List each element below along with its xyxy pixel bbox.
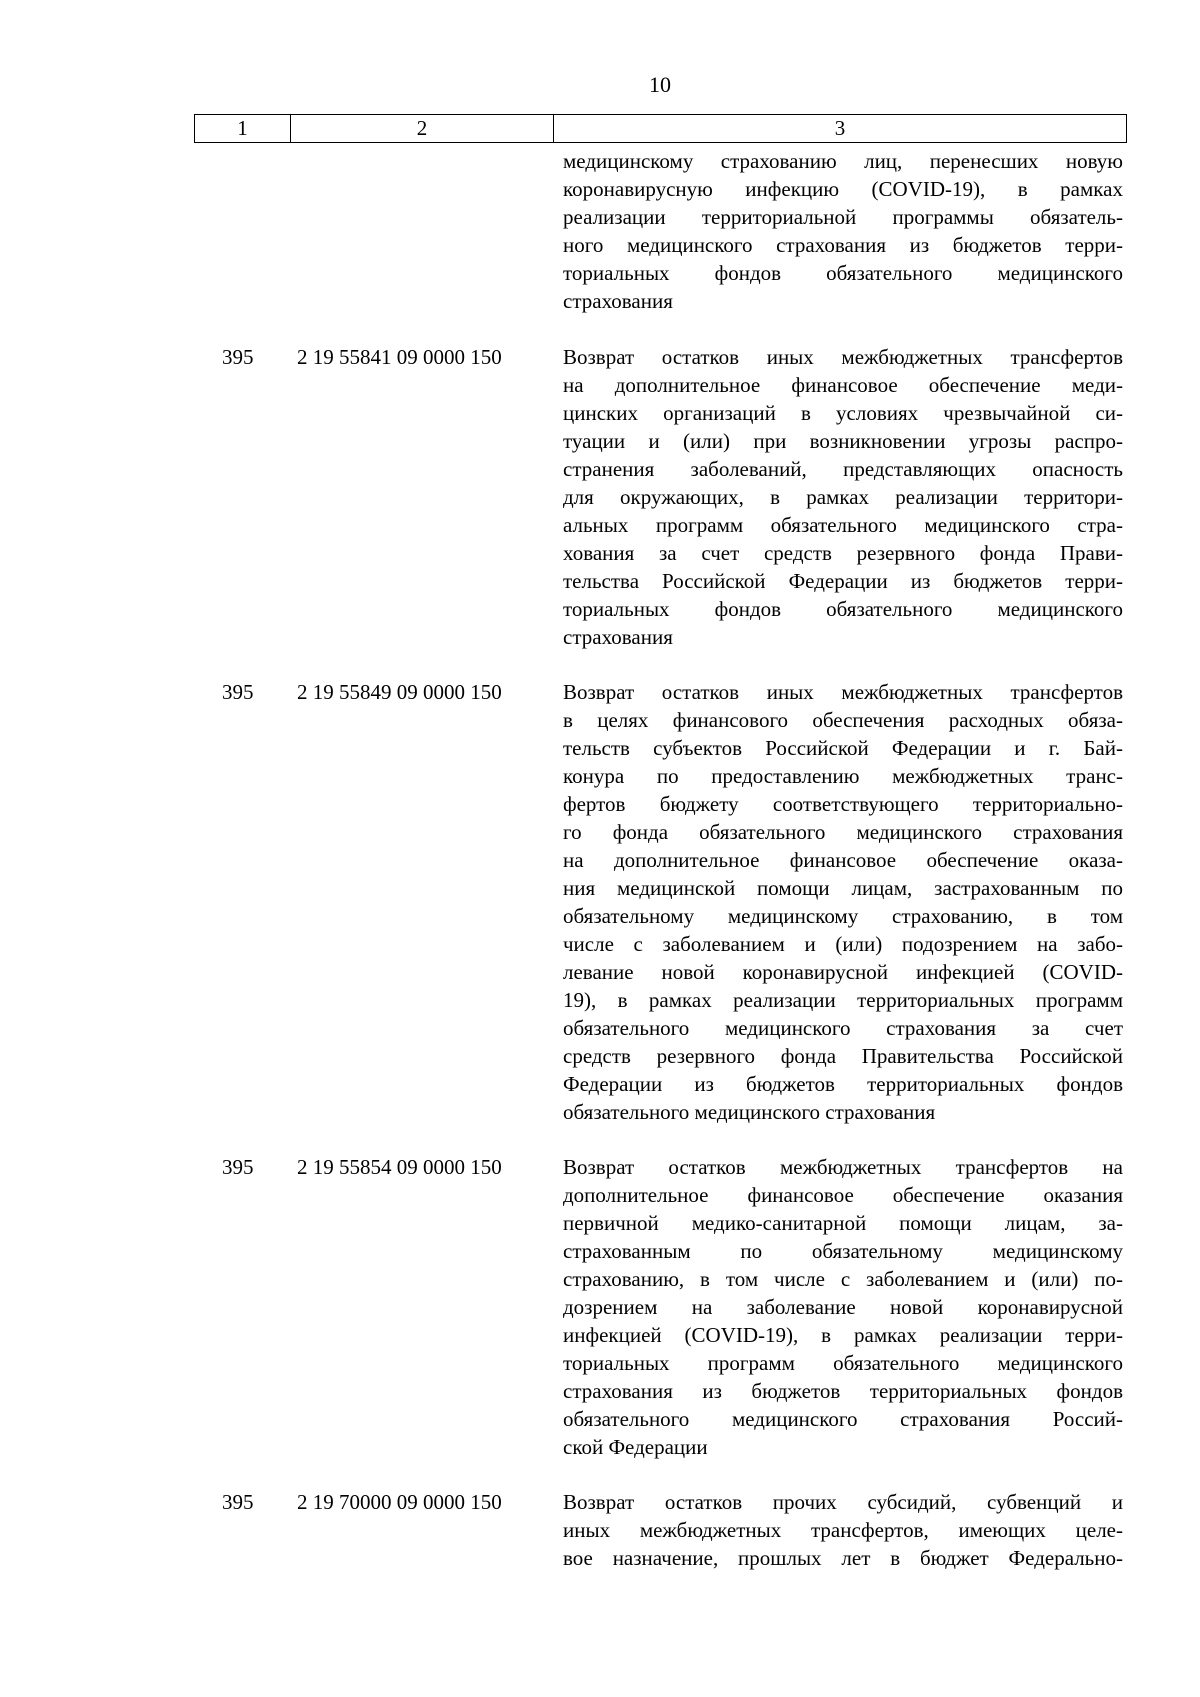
kbk-code: 2 19 55854 09 0000 150 [297,1155,502,1179]
description-line: го фонда обязательного медицинского страхования [563,820,1123,844]
admin-code: 395 [222,680,254,704]
description-line: ториальных фондов обязательного медицинского [563,261,1123,285]
kbk-code: 2 19 55849 09 0000 150 [297,680,502,704]
description-line: обязательного медицинского страхования за счет [563,1016,1123,1040]
description-line: страхования [563,625,673,649]
description-line: цинских организаций в условиях чрезвычайной си- [563,401,1123,425]
description-line: средств резервного фонда Правительства Российской [563,1044,1123,1068]
description-line: Возврат остатков иных межбюджетных трансфертов [563,680,1123,704]
description-line: на дополнительное финансовое обеспечение оказа- [563,848,1123,872]
description-line: ного медицинского страхования из бюджетов терри- [563,233,1123,257]
description-line: туации и (или) при возникновении угрозы распро- [563,429,1123,453]
description-line: тельства Российской Федерации из бюджетов терри- [563,569,1123,593]
description-line: числе с заболеванием и (или) подозрением на забо- [563,932,1123,956]
description-cell [563,343,1123,651]
description-line: реализации территориальной программы обязатель- [563,205,1123,229]
kbk-code: 2 19 55841 09 0000 150 [297,345,502,369]
description-cell [563,1153,1123,1461]
description-line: ториальных фондов обязательного медицинского [563,597,1123,621]
description-line: 19), в рамках реализации территориальных программ [563,988,1123,1012]
page-number: 10 [649,72,671,97]
description-line: Возврат остатков иных межбюджетных трансфертов [563,345,1123,369]
description-line: Возврат остатков межбюджетных трансфертов на [563,1155,1123,1179]
description-line: страхования из бюджетов территориальных фондов [563,1379,1123,1403]
description-line: Возврат остатков прочих субсидий, субвенций и [563,1490,1123,1514]
description-line: тельств субъектов Российской Федерации и г. Бай- [563,736,1123,760]
description-line: инфекцией (COVID-19), в рамках реализации терри- [563,1323,1123,1347]
admin-code: 395 [222,345,254,369]
description-line: ской Федерации [563,1435,708,1459]
description-line: в целях финансового обеспечения расходных обяза- [563,708,1123,732]
description-line: страхования [563,289,673,313]
description-line: иных межбюджетных трансфертов, имеющих целе- [563,1518,1123,1542]
description-line: обязательному медицинскому страхованию, в том [563,904,1123,928]
description-cell [563,678,1123,1126]
description-line: левание новой коронавирусной инфекцией (COVID- [563,960,1123,984]
table-header-row [194,114,1127,143]
description-line: для окружающих, в рамках реализации территори- [563,485,1123,509]
description-line: ния медицинской помощи лицам, застрахованным по [563,876,1123,900]
description-line: обязательного медицинского страхования [563,1100,936,1124]
description-cell [563,1488,1123,1572]
description-line: первичной медико-санитарной помощи лицам, за- [563,1211,1123,1235]
description-line: на дополнительное финансовое обеспечение меди- [563,373,1123,397]
description-line: ториальных программ обязательного медицинского [563,1351,1123,1375]
description-line: хования за счет средств резервного фонда Прави- [563,541,1123,565]
description-line: дополнительное финансовое обеспечение оказания [563,1183,1123,1207]
description-cell [563,147,1123,315]
description-line: альных программ обязательного медицинского стра- [563,513,1123,537]
description-line: вое назначение, прошлых лет в бюджет Федерально- [563,1546,1123,1570]
description-line: обязательного медицинского страхования Россий- [563,1407,1123,1431]
description-line: страхованным по обязательному медицинскому [563,1239,1123,1263]
header-col-1: 1 [195,115,291,142]
description-line: медицинскому страхованию лиц, перенесших новую [563,149,1123,173]
header-col-3: 3 [834,116,846,140]
admin-code: 395 [222,1155,254,1179]
description-line: Федерации из бюджетов территориальных фондов [563,1072,1123,1096]
header-col-2: 2 [291,115,554,142]
description-line: фертов бюджету соответствующего территориально- [563,792,1123,816]
kbk-code: 2 19 70000 09 0000 150 [297,1490,502,1514]
description-line: конура по предоставлению межбюджетных транс- [563,764,1123,788]
admin-code: 395 [222,1490,254,1514]
description-line: коронавирусную инфекцию (COVID-19), в рамках [563,177,1123,201]
description-line: страхованию, в том числе с заболеванием и (или) по- [563,1267,1123,1291]
description-line: дозрением на заболевание новой коронавирусной [563,1295,1123,1319]
description-line: странения заболеваний, представляющих опасность [563,457,1123,481]
